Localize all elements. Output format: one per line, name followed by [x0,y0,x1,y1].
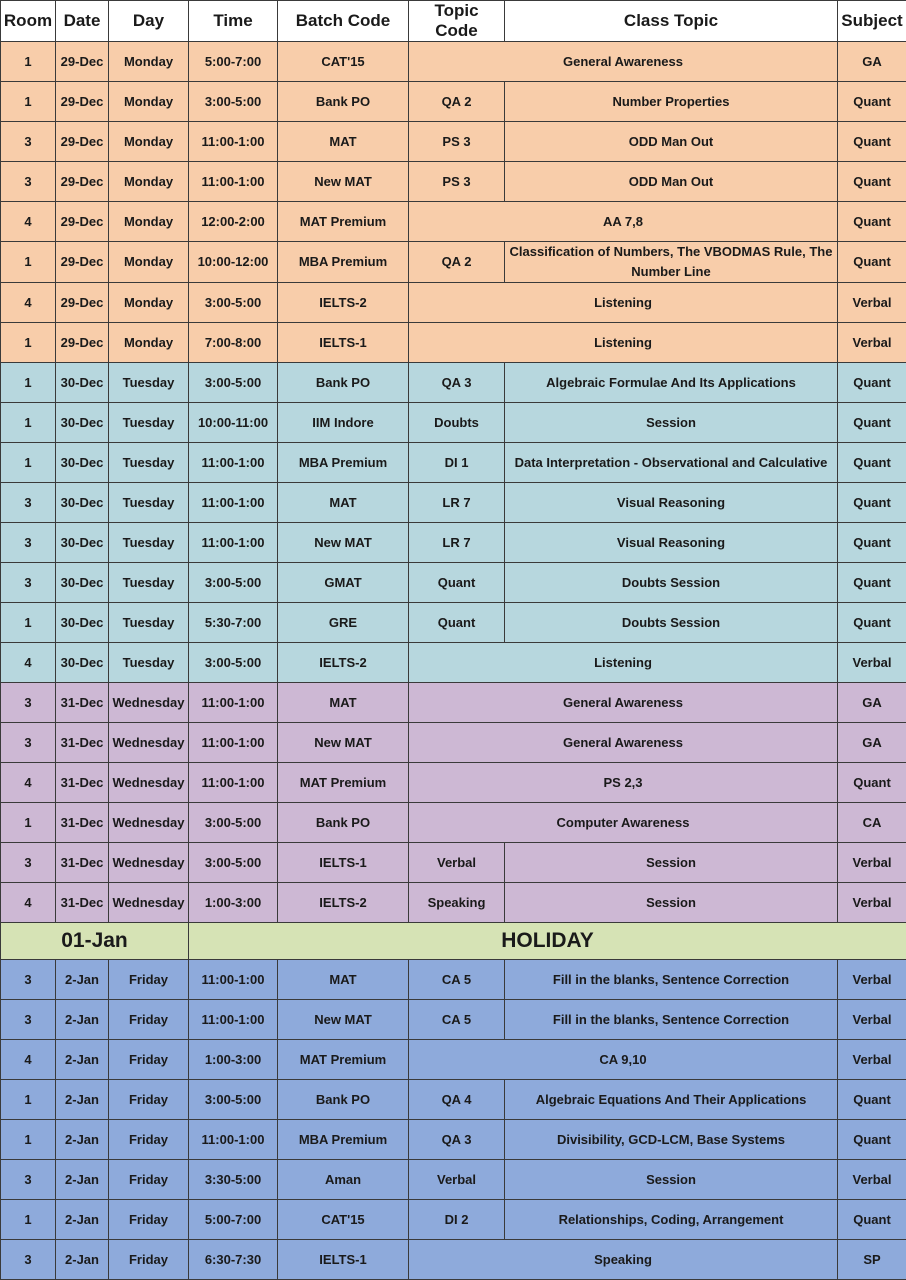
room-cell: 1 [1,323,56,363]
date-cell: 31-Dec [56,683,109,723]
topic-code-cell: QA 3 [409,363,505,403]
date-cell: 30-Dec [56,443,109,483]
date-cell: 2-Jan [56,1160,109,1200]
table-row [1,1240,906,1280]
subject-cell: SP [838,1240,906,1280]
batch-code-cell: New MAT [278,723,409,763]
table-row [1,202,906,242]
day-cell: Wednesday [109,683,189,723]
batch-code-cell: MAT Premium [278,202,409,242]
time-cell: 11:00-1:00 [189,960,278,1000]
time-cell: 11:00-1:00 [189,683,278,723]
time-cell: 3:00-5:00 [189,1080,278,1120]
table-row [1,122,906,162]
table-row [1,323,906,363]
table-row [1,723,906,763]
time-cell: 5:30-7:00 [189,603,278,643]
class-topic-cell: Divisibility, GCD-LCM, Base Systems [505,1120,838,1160]
topic-code-cell: QA 2 [409,82,505,122]
header-room: Room [1,1,56,42]
class-topic-cell: Fill in the blanks, Sentence Correction [505,960,838,1000]
topic-code-cell: QA 2 [409,242,505,283]
class-topic-cell: General Awareness [409,683,838,723]
room-cell: 3 [1,960,56,1000]
topic-code-cell: Doubts [409,403,505,443]
table-row [1,883,906,923]
table-row [1,523,906,563]
table-row [1,1040,906,1080]
table-row [1,1120,906,1160]
room-cell: 3 [1,1240,56,1280]
table-row [1,1000,906,1040]
header-row [1,1,906,42]
time-cell: 12:00-2:00 [189,202,278,242]
class-topic-cell: Doubts Session [505,603,838,643]
room-cell: 3 [1,1000,56,1040]
date-cell: 29-Dec [56,283,109,323]
topic-code-cell: Speaking [409,883,505,923]
subject-cell: Quant [838,763,906,803]
day-cell: Friday [109,1120,189,1160]
subject-cell: Verbal [838,960,906,1000]
subject-cell: Quant [838,82,906,122]
class-topic-cell: Session [505,843,838,883]
time-cell: 3:30-5:00 [189,1160,278,1200]
room-cell: 3 [1,1160,56,1200]
table-row [1,683,906,723]
subject-cell: Quant [838,1080,906,1120]
time-cell: 10:00-11:00 [189,403,278,443]
time-cell: 3:00-5:00 [189,82,278,122]
room-cell: 1 [1,803,56,843]
subject-cell: Quant [838,443,906,483]
room-cell: 3 [1,563,56,603]
holiday-row [1,923,906,960]
day-cell: Monday [109,283,189,323]
class-topic-cell: Listening [409,323,838,363]
topic-code-cell: CA 5 [409,960,505,1000]
date-cell: 30-Dec [56,643,109,683]
room-cell: 4 [1,202,56,242]
date-cell: 31-Dec [56,763,109,803]
day-cell: Wednesday [109,843,189,883]
room-cell: 3 [1,523,56,563]
subject-cell: GA [838,42,906,82]
room-cell: 3 [1,843,56,883]
class-topic-cell: Computer Awareness [409,803,838,843]
batch-code-cell: IELTS-1 [278,323,409,363]
batch-code-cell: MBA Premium [278,242,409,283]
room-cell: 3 [1,483,56,523]
header-subject: Subject [838,1,906,42]
subject-cell: Verbal [838,323,906,363]
time-cell: 3:00-5:00 [189,363,278,403]
subject-cell: Quant [838,403,906,443]
day-cell: Friday [109,1160,189,1200]
day-cell: Monday [109,242,189,283]
topic-code-cell: Verbal [409,1160,505,1200]
class-topic-cell: Listening [409,283,838,323]
time-cell: 7:00-8:00 [189,323,278,363]
topic-code-cell: QA 3 [409,1120,505,1160]
table-row [1,1080,906,1120]
batch-code-cell: MBA Premium [278,1120,409,1160]
subject-cell: Verbal [838,1040,906,1080]
table-row [1,843,906,883]
time-cell: 10:00-12:00 [189,242,278,283]
batch-code-cell: Bank PO [278,803,409,843]
day-cell: Tuesday [109,523,189,563]
class-topic-cell: General Awareness [409,42,838,82]
room-cell: 4 [1,763,56,803]
time-cell: 1:00-3:00 [189,883,278,923]
day-cell: Tuesday [109,483,189,523]
class-topic-cell: Session [505,403,838,443]
room-cell: 3 [1,723,56,763]
batch-code-cell: IELTS-1 [278,1240,409,1280]
topic-code-cell: DI 1 [409,443,505,483]
subject-cell: GA [838,723,906,763]
class-topic-cell: Visual Reasoning [505,483,838,523]
date-cell: 29-Dec [56,122,109,162]
table-row [1,603,906,643]
subject-cell: Verbal [838,1000,906,1040]
batch-code-cell: Bank PO [278,363,409,403]
time-cell: 11:00-1:00 [189,763,278,803]
time-cell: 5:00-7:00 [189,1200,278,1240]
table-row [1,1160,906,1200]
batch-code-cell: MAT [278,683,409,723]
subject-cell: Verbal [838,1160,906,1200]
batch-code-cell: New MAT [278,1000,409,1040]
room-cell: 1 [1,443,56,483]
table-row [1,483,906,523]
table-row [1,960,906,1000]
date-cell: 31-Dec [56,883,109,923]
time-cell: 1:00-3:00 [189,1040,278,1080]
day-cell: Tuesday [109,363,189,403]
class-topic-cell: Number Properties [505,82,838,122]
class-topic-cell: Relationships, Coding, Arrangement [505,1200,838,1240]
time-cell: 11:00-1:00 [189,1000,278,1040]
date-cell: 29-Dec [56,242,109,283]
class-topic-cell: Classification of Numbers, The VBODMAS Rule, The Number Line [505,242,838,283]
day-cell: Tuesday [109,403,189,443]
batch-code-cell: Bank PO [278,1080,409,1120]
room-cell: 1 [1,363,56,403]
topic-code-cell: DI 2 [409,1200,505,1240]
batch-code-cell: MAT [278,960,409,1000]
batch-code-cell: MAT Premium [278,763,409,803]
day-cell: Tuesday [109,443,189,483]
batch-code-cell: MAT [278,483,409,523]
batch-code-cell: CAT'15 [278,1200,409,1240]
class-topic-cell: Speaking [409,1240,838,1280]
topic-code-cell: LR 7 [409,523,505,563]
day-cell: Monday [109,323,189,363]
room-cell: 4 [1,643,56,683]
room-cell: 1 [1,1200,56,1240]
subject-cell: Quant [838,483,906,523]
table-row [1,42,906,82]
class-topic-cell: General Awareness [409,723,838,763]
class-topic-cell: Visual Reasoning [505,523,838,563]
subject-cell: Quant [838,1200,906,1240]
subject-cell: Verbal [838,643,906,683]
topic-code-cell: CA 5 [409,1000,505,1040]
date-cell: 30-Dec [56,563,109,603]
header-class-topic: Class Topic [505,1,838,42]
header-topic-code: Topic Code [409,1,505,42]
time-cell: 11:00-1:00 [189,162,278,202]
header-date: Date [56,1,109,42]
subject-cell: GA [838,683,906,723]
table-row [1,242,906,283]
date-cell: 2-Jan [56,1000,109,1040]
batch-code-cell: MAT [278,122,409,162]
subject-cell: Quant [838,122,906,162]
room-cell: 1 [1,603,56,643]
day-cell: Monday [109,42,189,82]
day-cell: Friday [109,1040,189,1080]
subject-cell: Quant [838,563,906,603]
date-cell: 29-Dec [56,202,109,242]
class-topic-cell: AA 7,8 [409,202,838,242]
date-cell: 30-Dec [56,603,109,643]
date-cell: 2-Jan [56,1240,109,1280]
batch-code-cell: IELTS-1 [278,843,409,883]
day-cell: Wednesday [109,803,189,843]
subject-cell: Quant [838,363,906,403]
room-cell: 1 [1,82,56,122]
holiday-label: HOLIDAY [189,923,906,960]
batch-code-cell: GRE [278,603,409,643]
date-cell: 2-Jan [56,1040,109,1080]
topic-code-cell: Quant [409,563,505,603]
room-cell: 3 [1,162,56,202]
time-cell: 3:00-5:00 [189,643,278,683]
class-topic-cell: Fill in the blanks, Sentence Correction [505,1000,838,1040]
subject-cell: Quant [838,1120,906,1160]
time-cell: 11:00-1:00 [189,1120,278,1160]
class-topic-cell: Session [505,1160,838,1200]
date-cell: 30-Dec [56,483,109,523]
day-cell: Monday [109,122,189,162]
table-row [1,403,906,443]
batch-code-cell: Aman [278,1160,409,1200]
day-cell: Friday [109,960,189,1000]
room-cell: 3 [1,122,56,162]
batch-code-cell: IIM Indore [278,403,409,443]
topic-code-cell: Verbal [409,843,505,883]
date-cell: 31-Dec [56,803,109,843]
date-cell: 29-Dec [56,162,109,202]
class-topic-cell: Session [505,883,838,923]
header-time: Time [189,1,278,42]
room-cell: 1 [1,1120,56,1160]
date-cell: 29-Dec [56,323,109,363]
time-cell: 6:30-7:30 [189,1240,278,1280]
subject-cell: Quant [838,202,906,242]
class-topic-cell: Doubts Session [505,563,838,603]
time-cell: 11:00-1:00 [189,483,278,523]
batch-code-cell: Bank PO [278,82,409,122]
date-cell: 31-Dec [56,723,109,763]
room-cell: 1 [1,42,56,82]
table-row [1,283,906,323]
day-cell: Wednesday [109,883,189,923]
batch-code-cell: GMAT [278,563,409,603]
room-cell: 4 [1,1040,56,1080]
class-topic-cell: ODD Man Out [505,162,838,202]
time-cell: 11:00-1:00 [189,122,278,162]
day-cell: Friday [109,1200,189,1240]
time-cell: 11:00-1:00 [189,523,278,563]
time-cell: 11:00-1:00 [189,723,278,763]
class-topic-cell: Algebraic Formulae And Its Applications [505,363,838,403]
time-cell: 5:00-7:00 [189,42,278,82]
date-cell: 2-Jan [56,1200,109,1240]
room-cell: 1 [1,403,56,443]
date-cell: 30-Dec [56,523,109,563]
day-cell: Friday [109,1080,189,1120]
date-cell: 30-Dec [56,403,109,443]
day-cell: Monday [109,162,189,202]
topic-code-cell: PS 3 [409,122,505,162]
subject-cell: Verbal [838,883,906,923]
date-cell: 2-Jan [56,960,109,1000]
schedule-body [1,42,906,1280]
time-cell: 3:00-5:00 [189,563,278,603]
day-cell: Tuesday [109,563,189,603]
table-row [1,443,906,483]
table-row [1,162,906,202]
day-cell: Monday [109,202,189,242]
batch-code-cell: IELTS-2 [278,283,409,323]
topic-code-cell: QA 4 [409,1080,505,1120]
header-batch-code: Batch Code [278,1,409,42]
date-cell: 31-Dec [56,843,109,883]
subject-cell: Quant [838,523,906,563]
subject-cell: CA [838,803,906,843]
subject-cell: Verbal [838,283,906,323]
date-cell: 30-Dec [56,363,109,403]
date-cell: 29-Dec [56,42,109,82]
class-topic-cell: Listening [409,643,838,683]
day-cell: Wednesday [109,763,189,803]
subject-cell: Quant [838,162,906,202]
date-cell: 2-Jan [56,1120,109,1160]
batch-code-cell: MBA Premium [278,443,409,483]
time-cell: 3:00-5:00 [189,283,278,323]
table-row [1,1200,906,1240]
day-cell: Tuesday [109,643,189,683]
table-row [1,82,906,122]
day-cell: Tuesday [109,603,189,643]
subject-cell: Verbal [838,843,906,883]
day-cell: Wednesday [109,723,189,763]
day-cell: Friday [109,1000,189,1040]
class-topic-cell: ODD Man Out [505,122,838,162]
class-topic-cell: Data Interpretation - Observational and Calculative [505,443,838,483]
room-cell: 4 [1,883,56,923]
table-row [1,803,906,843]
header-day: Day [109,1,189,42]
batch-code-cell: New MAT [278,162,409,202]
batch-code-cell: IELTS-2 [278,883,409,923]
class-topic-cell: PS 2,3 [409,763,838,803]
table-row [1,643,906,683]
batch-code-cell: CAT'15 [278,42,409,82]
room-cell: 3 [1,683,56,723]
date-cell: 29-Dec [56,82,109,122]
topic-code-cell: Quant [409,603,505,643]
day-cell: Monday [109,82,189,122]
batch-code-cell: IELTS-2 [278,643,409,683]
table-row [1,563,906,603]
day-cell: Friday [109,1240,189,1280]
time-cell: 3:00-5:00 [189,843,278,883]
topic-code-cell: PS 3 [409,162,505,202]
batch-code-cell: MAT Premium [278,1040,409,1080]
date-cell: 2-Jan [56,1080,109,1120]
table-row [1,763,906,803]
class-topic-cell: CA 9,10 [409,1040,838,1080]
batch-code-cell: New MAT [278,523,409,563]
topic-code-cell: LR 7 [409,483,505,523]
table-row [1,363,906,403]
time-cell: 11:00-1:00 [189,443,278,483]
room-cell: 1 [1,1080,56,1120]
class-topic-cell: Algebraic Equations And Their Applications [505,1080,838,1120]
room-cell: 1 [1,242,56,283]
holiday-date: 01-Jan [1,923,189,960]
subject-cell: Quant [838,603,906,643]
subject-cell: Quant [838,242,906,283]
room-cell: 4 [1,283,56,323]
time-cell: 3:00-5:00 [189,803,278,843]
